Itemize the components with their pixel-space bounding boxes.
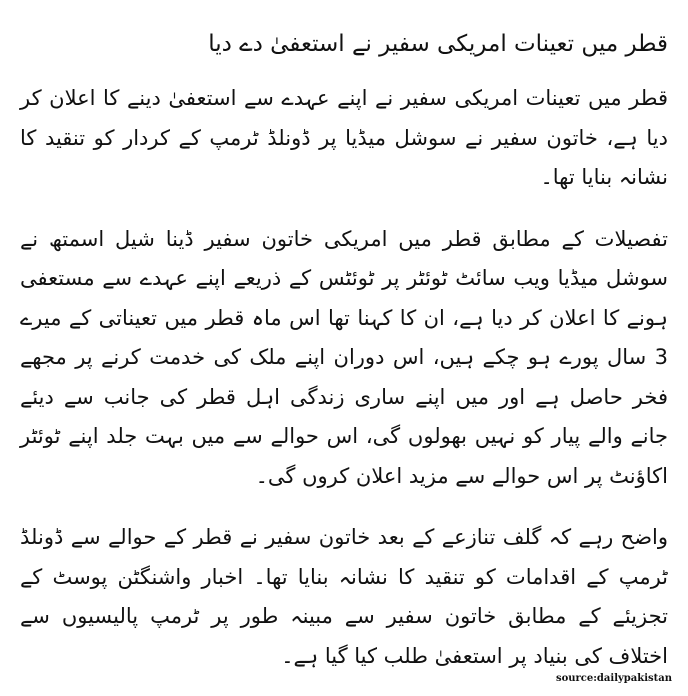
article-paragraph-3: واضح رہے کہ گلف تنازعے کے بعد خاتون سفیر نے قطر کے حوالے سے ڈونلڈ ٹرمپ کے اقدامات کو تنقید کا نشانہ بنایا تھا۔ اخبار واشنگٹن پوسٹ کے تجزیئے کے مطابق خاتون سفیر سے مبینہ طور پر ٹرمپ پالیسیوں سے اختلاف کی بنیاد پر استعفیٰ طلب کیا گیا ہے۔ bbox=[20, 525, 668, 668]
source-credit: source:dailypakistan bbox=[555, 673, 672, 684]
article-paragraph-2: تفصیلات کے مطابق قطر میں امریکی خاتون سفیر ڈینا شیل اسمتھ نے سوشل میڈیا ویب سائٹ ٹوئٹر پر ٹوئٹس کے ذریعے اپنے عہدے سے مستعفی ہونے کا اعلان کر دیا ہے، ان کا کہنا تھا اس ماہ قطر میں تعیناتی کے میرے 3 سال پورے ہو چکے ہیں، اس دوران اپنے ملک کی خدمت کرنے پر مجھے فخر حاصل ہے اور میں اپنے ساری زندگی اہل قطر کی جانب سے دیئے جانے والے پیار کو نہیں بھولوں گی، اس حوالے سے میں بہت جلد اپنے ٹوئٹر اکاؤنٹ پر اس حوالے سے مزید اعلان کروں گی۔ bbox=[20, 226, 668, 488]
article-paragraph-1: قطر میں تعینات امریکی سفیر نے اپنے عہدے سے استعفیٰ دینے کا اعلان کر دیا ہے، خاتون سفیر نے سوشل میڈیا پر ڈونلڈ ٹرمپ کے کردار کو تنقید کا نشانہ بنایا تھا۔ bbox=[20, 86, 668, 189]
article bbox=[20, 0, 668, 676]
article-title: قطر میں تعینات امریکی سفیر نے استعفیٰ دے دیا bbox=[208, 31, 668, 57]
